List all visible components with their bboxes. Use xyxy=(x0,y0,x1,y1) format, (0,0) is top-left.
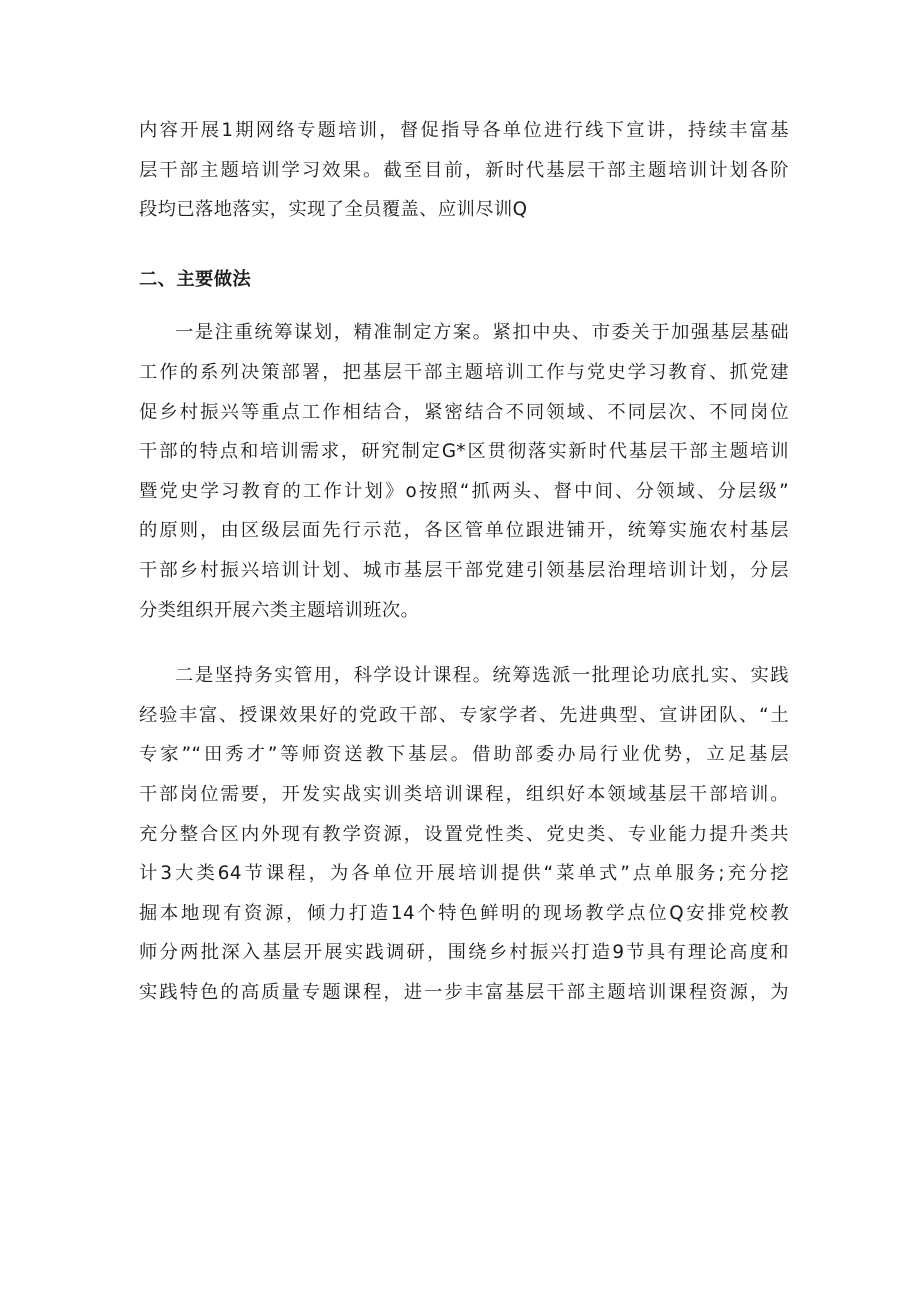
paragraph-two xyxy=(139,656,789,1012)
text-line: 干部的特点和培训需求，研究制定G*区贯彻落实新时代基层干部主题培训 xyxy=(139,441,789,463)
text-line: 促乡村振兴等重点工作相结合，紧密结合不同领域、不同层次、不同岗位 xyxy=(139,401,789,423)
text-line: 工作的系列决策部署，把基层干部主题培训工作与党史学习教育、抓党建 xyxy=(139,361,789,383)
text-line: 经验丰富、授课效果好的党政干部、专家学者、先进典型、宣讲团队、“土 xyxy=(139,704,789,726)
text-line: 干部乡村振兴培训计划、城市基层干部党建引领基层治理培训计划，分层 xyxy=(139,559,789,581)
section-heading: 二、主要做法 xyxy=(139,268,252,290)
text-line: 的原则，由区级层面先行示范，各区管单位跟进铺开，统筹实施农村基层 xyxy=(139,520,789,542)
text-line: 掘本地现有资源，倾力打造14个特色鲜明的现场教学点位Q安排党校教 xyxy=(139,902,789,924)
text-line: 计3大类64节课程，为各单位开展培训提供“菜单式”点单服务;充分挖 xyxy=(139,863,789,885)
text-line: 充分整合区内外现有教学资源，设置党性类、党史类、专业能力提升类共 xyxy=(139,823,789,845)
text-line: 二是坚持务实管用，科学设计课程。统筹选派一批理论功底扎实、实践 xyxy=(175,665,789,687)
text-line: 层干部主题培训学习效果。截至目前，新时代基层干部主题培训计划各阶 xyxy=(139,159,789,181)
spacer xyxy=(139,299,789,313)
text-line: 暨党史学习教育的工作计划》o按照“抓两头、督中间、分领域、分层级” xyxy=(139,480,789,502)
paragraph-one xyxy=(139,313,789,630)
text-line: 分类组织开展六类主题培训班次。 xyxy=(139,599,420,621)
spacer xyxy=(139,230,789,260)
text-line: 干部岗位需要，开发实战实训类培训课程，组织好本领域基层干部培训。 xyxy=(139,783,789,805)
document-body xyxy=(139,111,789,1012)
text-line: 内容开展1期网络专题培训，督促指导各单位进行线下宣讲，持续丰富基 xyxy=(139,120,789,141)
intro-paragraph xyxy=(139,111,789,230)
spacer xyxy=(139,630,789,656)
text-line: 专家”“田秀才”等师资送教下基层。借助部委办局行业优势，立足基层 xyxy=(139,744,789,766)
text-line: 一是注重统筹谋划，精准制定方案。紧扣中央、市委关于加强基层基础 xyxy=(175,322,789,344)
text-line: 实践特色的高质量专题课程，进一步丰富基层干部主题培训课程资源，为 xyxy=(139,981,789,1003)
text-line: 段均已落地落实，实现了全员覆盖、应训尽训Q xyxy=(139,199,528,221)
text-line: 师分两批深入基层开展实践调研，围绕乡村振兴打造9节具有理论高度和 xyxy=(139,942,789,964)
